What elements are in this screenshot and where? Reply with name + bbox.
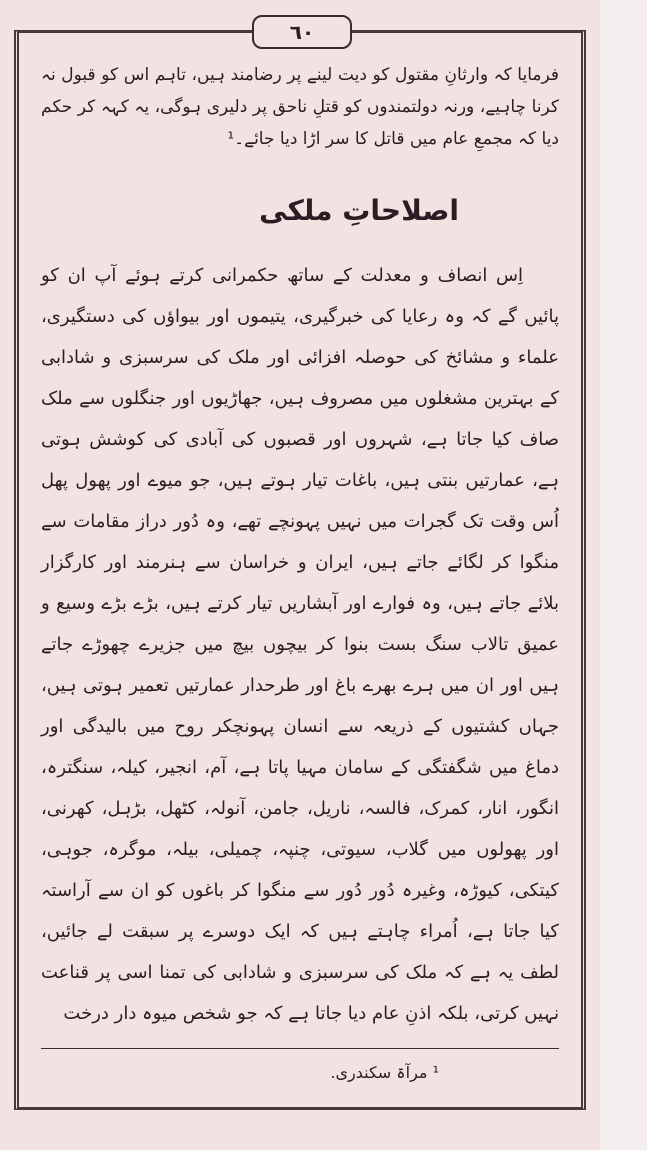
intro-line-2: کو قتلِ ناحق پر دلیری ہوگی، یہ کہہ کر حکم دیا کہ مجمعِ عام میں قاتل کا سر اڑا دیا جائے۔¹ — [41, 97, 559, 149]
intro-line-1: فرمایا کہ وارثانِ مقتول کو دیت لینے پر رضامند ہیں، تاہم اس کو قبول نہ کرنا چاہیے، ورنہ دولتمندوں — [41, 65, 559, 117]
body-line: کیا جاتا ہے، شہروں اور قصبوں کی آبادی کی کوشش ہوتی ہے، عمارتیں بنتی ہیں، باغات — [41, 429, 559, 491]
ornamental-border — [14, 20, 586, 1110]
body-line: اُمراء چاہتے ہیں کہ ایک دوسرے پر سبقت لے جائیں، لطف یہ ہے کہ ملک کی سرسبزی و شادابی — [41, 921, 559, 983]
body-line: جاتے ہیں، وہ فوارے اور آبشاریں تیار کرتے ہیں، بڑے بڑے وسیع و عمیق تالاب سنگ بست — [41, 593, 559, 655]
body-line: کی تمنا اسی پر قناعت نہیں کرتی، بلکہ اذنِ عام دیا جاتا ہے کہ جو شخص میوہ دار درخت — [41, 962, 559, 1024]
body-line: سرسبزی و شادابی کے بہترین مشغلوں میں مصروف ہیں، جھاڑیوں اور جنگلوں سے ملک صاف — [41, 347, 559, 450]
body-line: رعایا کی خبرگیری، یتیموں اور بیواؤں کی دستگیری، علماء و مشائخ کی حوصلہ افزائی اور ملک کی — [41, 306, 559, 368]
body-line: عمارتیں تعمیر ہوتی ہیں، جہاں کشتیوں کے ذریعہ سے انسان پہونچکر روح میں بالیدگی اور — [41, 675, 559, 737]
body-line: دماغ میں شگفتگی کے سامان مہیا پاتا ہے، آم، انجیر، کیلہ، سنگترہ، انگور، انار، کمرک، فالسہ، — [41, 757, 559, 819]
footnote: ¹ مرآۃ سکندری. — [330, 1063, 439, 1082]
page-number: ٦٠ — [252, 15, 352, 49]
body-line: اِس انصاف و معدلت کے ساتھ حکمرانی کرتے ہوئے آپ ان کو پائیں گے کہ وہ — [41, 265, 559, 327]
intro-text — [41, 59, 559, 155]
body-line: موگرہ، جوہی، کیتکی، کیوڑہ، وغیرہ دُور دُور سے منگوا کر باغوں کو ان سے آراستہ کیا جاتا ہے، — [41, 839, 559, 942]
section-heading: اصلاحاتِ ملکی — [259, 194, 459, 227]
body-line: دراز مقامات سے منگوا کر لگائے جاتے ہیں، ایران و خراسان سے ہنرمند اور کارگزار بلائے — [41, 511, 559, 614]
footnote-rule — [41, 1048, 559, 1049]
body-line: تیار ہوتے ہیں، جو میوے اور پھول پھل اُس وقت تک گجرات میں نہیں پہونچے تھے، وہ دُور — [41, 470, 559, 532]
body-text — [41, 255, 559, 1034]
body-line: بنوا کر بیچوں بیچ میں جزیرے چھوڑے جاتے ہیں اور ان میں ہرے بھرے باغ اور طرحدار — [41, 634, 559, 696]
body-line: ناریل، جامن، آنولہ، کٹھل، بڑہل، کھرنی، اور پھولوں میں گلاب، سیوتی، چنپہ، چمیلی، بیلہ، — [41, 798, 559, 860]
